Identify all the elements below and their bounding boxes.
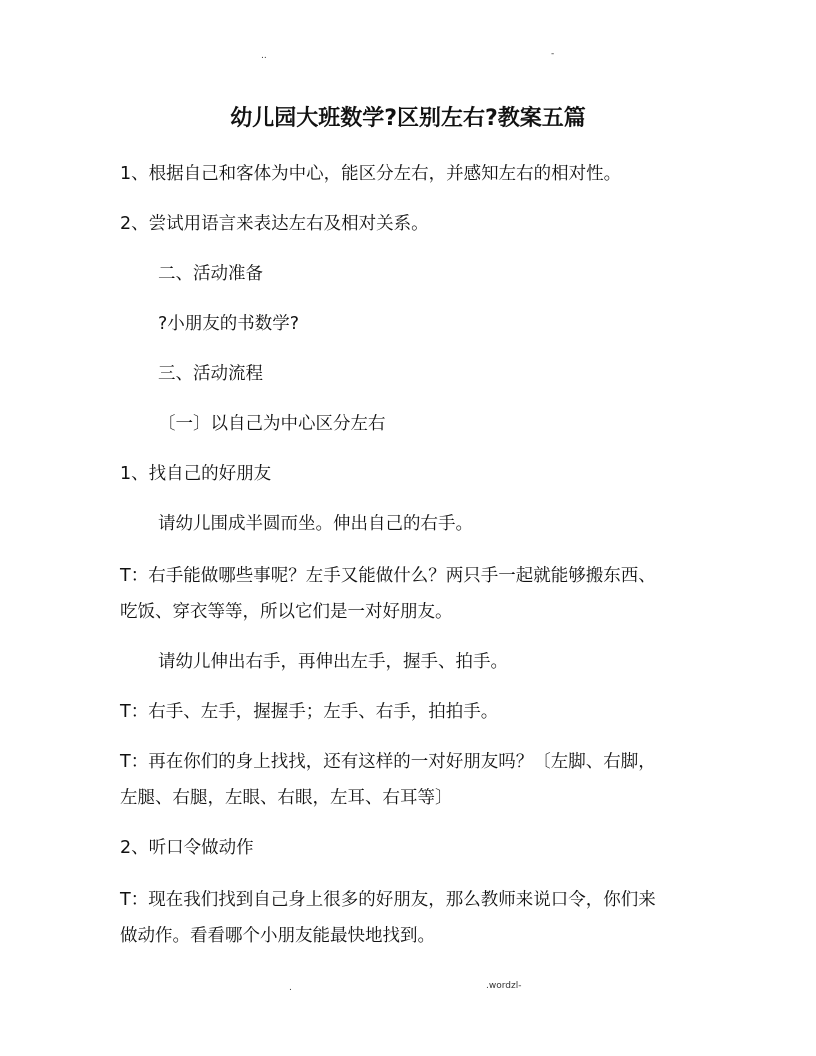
content-line: 请幼儿围成半圆而坐。伸出自己的右手。 — [158, 514, 473, 534]
document-title: 幼儿园大班数学?区别左右?教案五篇 — [230, 106, 586, 131]
footer-right-mark: .wordzl- — [486, 981, 522, 991]
header-left-mark: .. — [261, 51, 267, 61]
content-line: T：右手能做哪些事呢？左手又能做什么？两只手一起就能够搬东西、 — [120, 566, 656, 586]
content-line: ?小朋友的书数学? — [158, 314, 300, 334]
header-right-mark: - — [551, 49, 555, 59]
content-line: 2、尝试用语言来表达左右及相对关系。 — [120, 214, 429, 234]
content-line: T：再在你们的身上找找，还有这样的一对好朋友吗？〔左脚、右脚， — [120, 752, 656, 772]
content-line: 做动作。看看哪个小朋友能最快地找到。 — [120, 926, 435, 946]
section-heading: 三、活动流程 — [158, 364, 263, 384]
content-line: 吃饭、穿衣等等，所以它们是一对好朋友。 — [120, 602, 453, 622]
content-line: 左腿、右腿，左眼、右眼，左耳、右耳等〕 — [120, 788, 453, 808]
content-line: 1、根据自己和客体为中心，能区分左右，并感知左右的相对性。 — [120, 164, 622, 184]
content-line: 2、听口令做动作 — [120, 838, 254, 858]
content-line: 请幼儿伸出右手，再伸出左手，握手、拍手。 — [158, 652, 508, 672]
subsection-heading: 〔一〕以自己为中心区分左右 — [158, 414, 386, 434]
footer-left-mark: . — [289, 983, 292, 993]
content-line: T：现在我们找到自己身上很多的好朋友，那么教师来说口令，你们来 — [120, 890, 656, 910]
content-line: 1、找自己的好朋友 — [120, 464, 272, 484]
content-line: T：右手、左手，握握手；左手、右手，拍拍手。 — [120, 702, 499, 722]
section-heading: 二、活动准备 — [158, 264, 263, 284]
